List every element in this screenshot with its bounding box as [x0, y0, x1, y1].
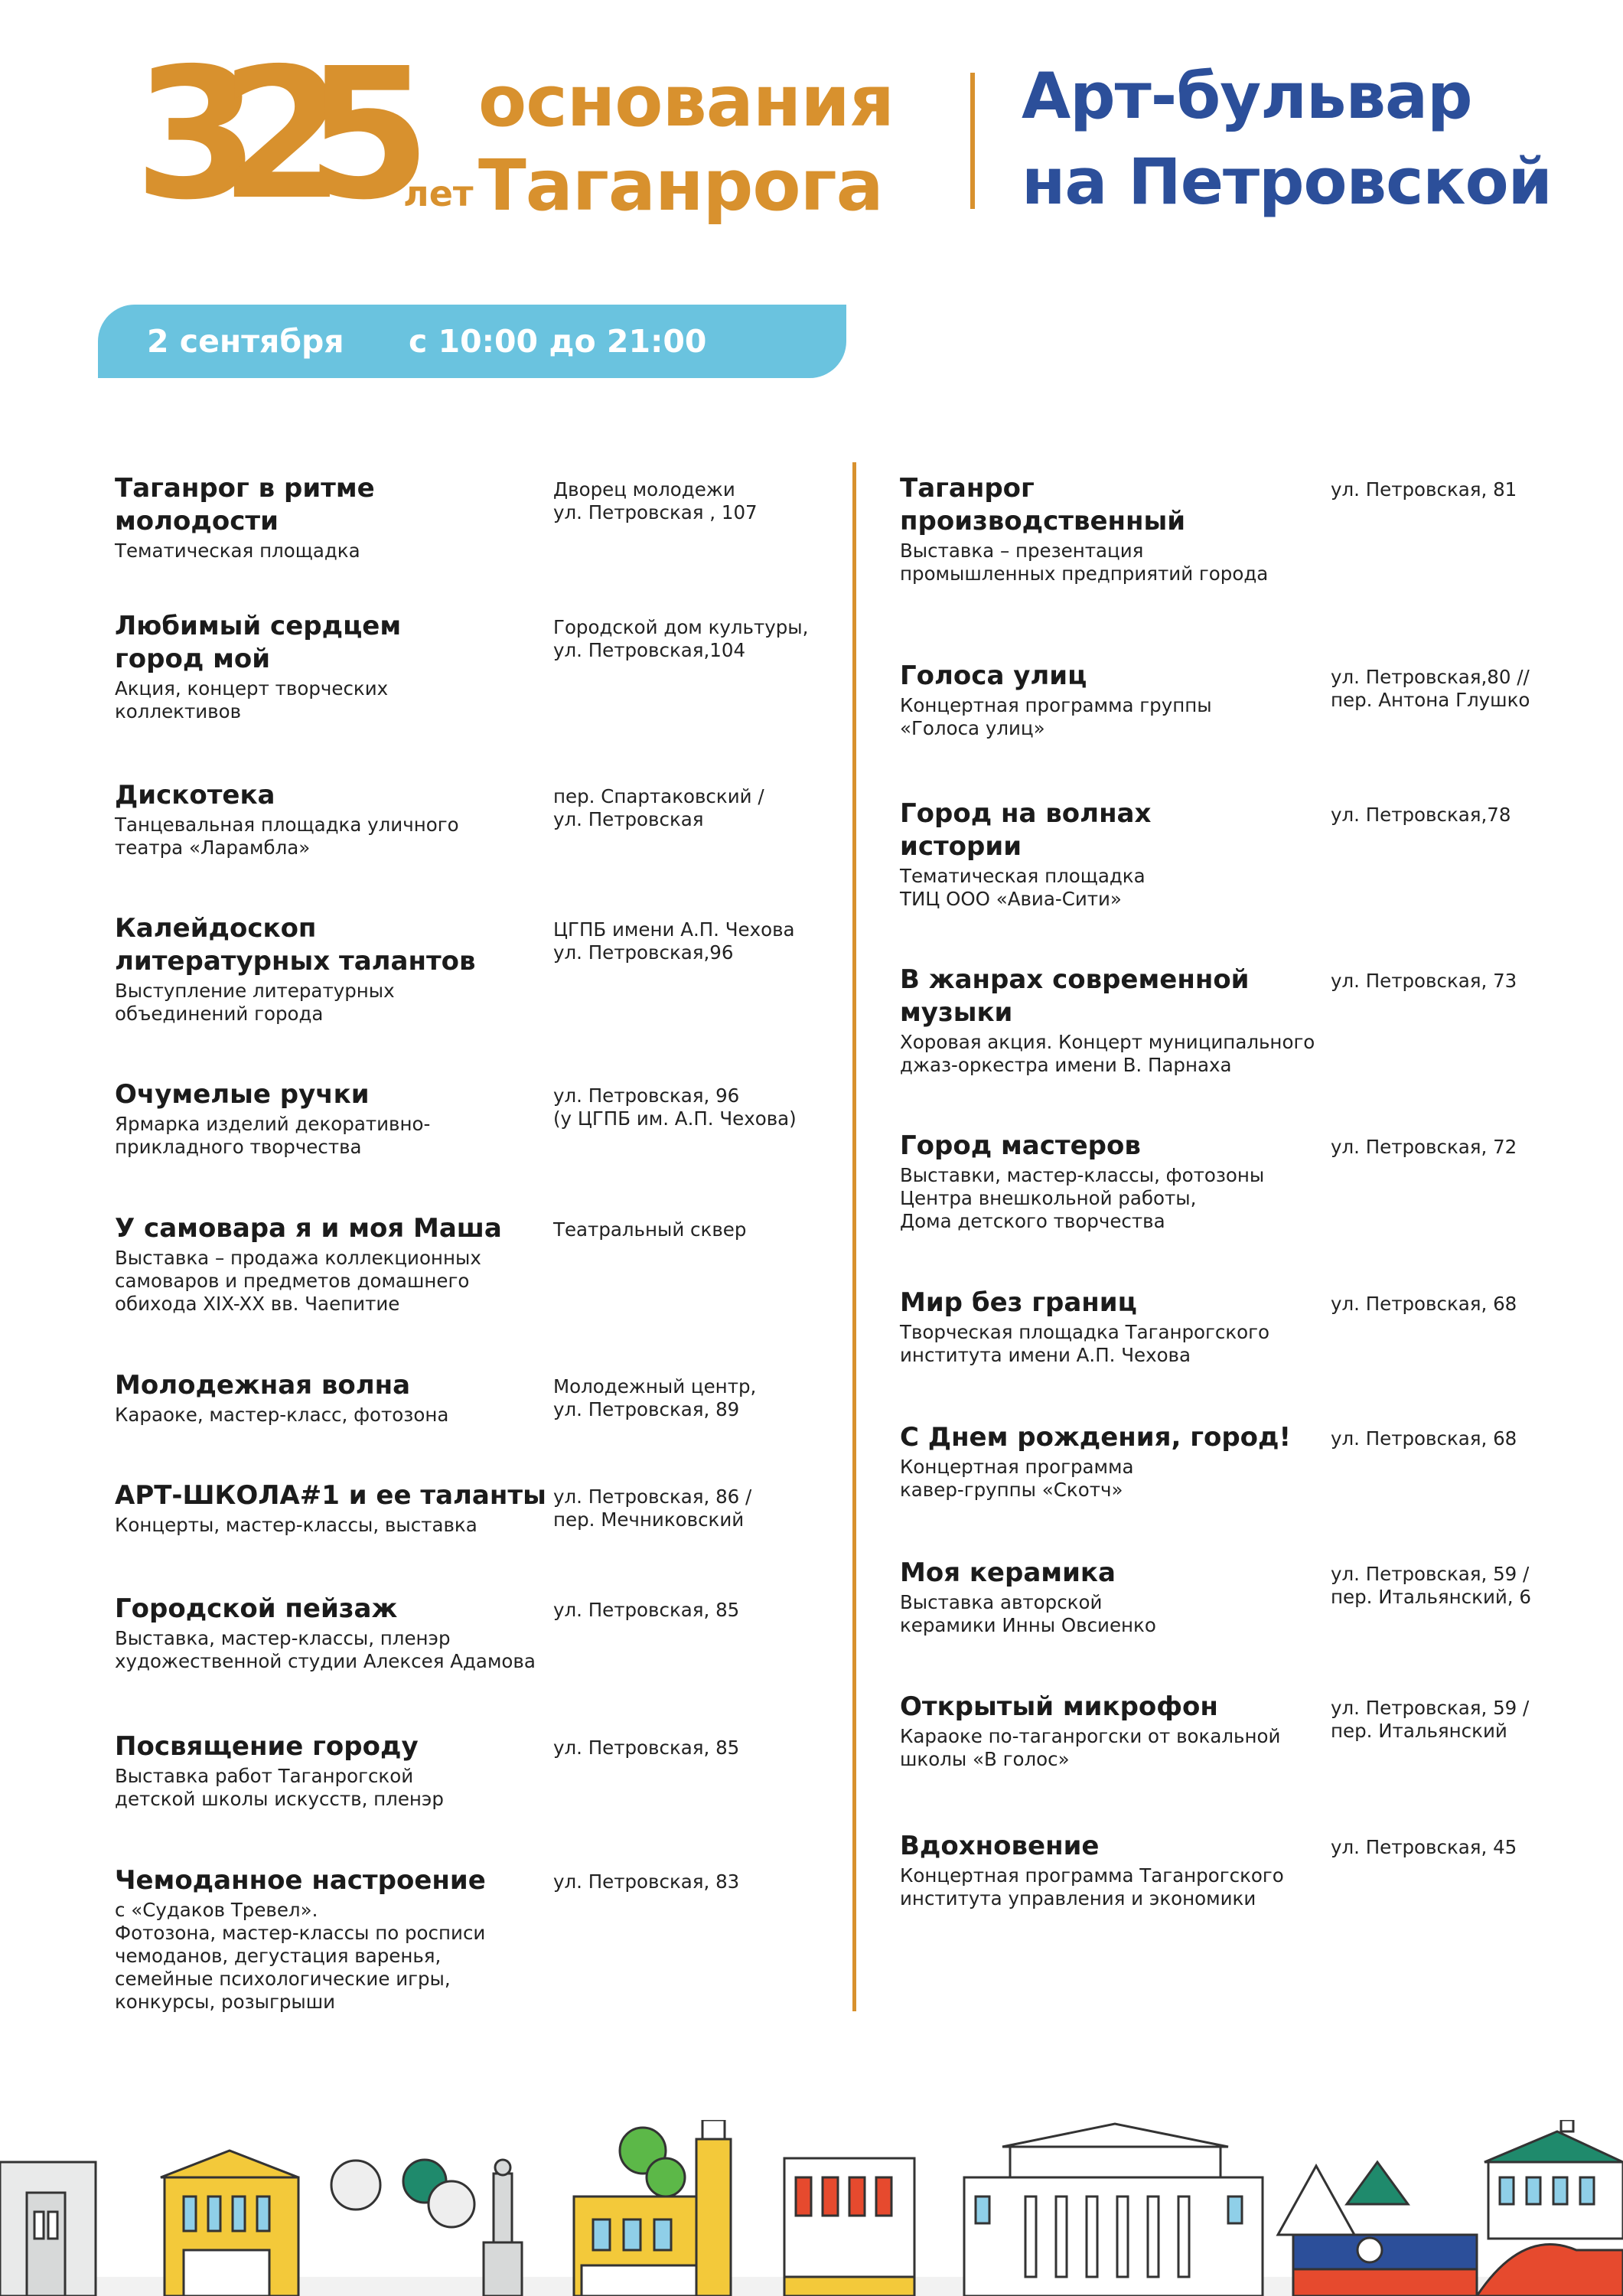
event-title: [115, 1479, 546, 1512]
event-title-line: Голоса улиц: [900, 660, 1087, 691]
event-description-line: Центра внешкольной работы,: [900, 1187, 1197, 1209]
event-title: [115, 1212, 502, 1245]
event-description-line: семейные психологические игры,: [115, 1968, 451, 1990]
event-location-line: ул. Петровская,104: [553, 639, 746, 661]
years-word: лет: [403, 173, 474, 214]
event-location-line: (у ЦГПБ им. А.П. Чехова): [553, 1107, 797, 1130]
event-title-line: Любимый сердцем: [115, 611, 402, 641]
event-location-line: пер. Мечниковский: [553, 1508, 745, 1531]
event-title-line: Город мастеров: [900, 1130, 1141, 1161]
event-location: [553, 1870, 739, 1893]
event-description-line: обихода XIX-XX вв. Чаепитие: [115, 1293, 400, 1315]
event-item: [900, 1287, 1517, 1367]
event-description-line: Концертная программа группы: [900, 694, 1212, 716]
anniversary-title-line: Таганрога: [478, 145, 883, 227]
event-location: [553, 1084, 797, 1130]
event-title-line: С Днем рождения, город!: [900, 1422, 1291, 1453]
event-description: [115, 1627, 536, 1673]
event-title-line: Очумелые ручки: [115, 1079, 370, 1110]
building-icon: [1278, 2162, 1477, 2296]
event-title-line: Городской пейзаж: [115, 1593, 398, 1624]
event-description-line: художественной студии Алексея Адамова: [115, 1650, 536, 1672]
event-description: [115, 814, 459, 859]
event-description: [900, 1321, 1269, 1367]
event-item: [115, 1078, 797, 1159]
event-description-line: Караоке, мастер-класс, фотозона: [115, 1404, 449, 1426]
event-description: [115, 540, 375, 563]
event-title-line: В жанрах современной: [900, 964, 1250, 995]
event-description-line: промышленных предприятий города: [900, 563, 1269, 585]
event-location-line: ул. Петровская, 83: [553, 1870, 740, 1893]
event-title: [115, 1369, 448, 1402]
event-location-line: ул. Петровская, 86 /: [553, 1486, 752, 1508]
event-title: [900, 1830, 1284, 1863]
event-title: [900, 660, 1212, 693]
event-title-line: музыки: [900, 997, 1013, 1028]
column-divider: [852, 462, 856, 2011]
event-item: [115, 1593, 740, 1673]
event-title: [900, 472, 1268, 538]
event-title-line: Моя керамика: [900, 1557, 1116, 1588]
event-location-line: ул. Петровская: [553, 808, 704, 830]
event-item: [900, 964, 1517, 1077]
event-description-line: Хоровая акция. Концерт муниципального: [900, 1031, 1315, 1053]
event-title-line: Чемоданное настроение: [115, 1865, 486, 1896]
event-description: [900, 1725, 1280, 1771]
event-location: [1331, 666, 1530, 712]
event-title-line: АРТ-ШКОЛА#1 и ее таланты: [115, 1480, 546, 1511]
event-item: [115, 1212, 747, 1316]
city-skyline-illustration: [0, 2120, 1623, 2296]
event-item: [115, 912, 795, 1026]
event-title: [900, 1557, 1156, 1590]
event-location: [1331, 478, 1517, 501]
event-location-line: ул. Петровская, 45: [1331, 1836, 1517, 1858]
event-location: [1331, 970, 1517, 993]
event-description: [900, 865, 1151, 911]
event-location-line: Дворец молодежи: [553, 478, 735, 501]
event-title-line: молодости: [115, 506, 279, 536]
event-description-line: Выставки, мастер-классы, фотозоны: [900, 1164, 1265, 1186]
event-description: [115, 1899, 486, 2014]
event-description-line: Дома детского творчества: [900, 1210, 1165, 1232]
event-location-line: ул. Петровская, 59 /: [1331, 1697, 1530, 1719]
event-name-line: на Петровской: [1022, 145, 1552, 219]
event-description-line: коллективов: [115, 700, 242, 722]
event-description-line: Творческая площадка Таганрогского: [900, 1321, 1270, 1343]
building-icon: [1477, 2120, 1623, 2296]
building-icon: [964, 2124, 1263, 2296]
event-title-line: Молодежная волна: [115, 1370, 411, 1401]
event-title: [115, 610, 401, 676]
anniversary-title: [478, 60, 894, 228]
event-item: [115, 610, 809, 723]
event-location-line: пер. Итальянский, 6: [1331, 1586, 1531, 1608]
event-location-line: пер. Спартаковский /: [553, 785, 764, 807]
event-location-line: ул. Петровская,96: [553, 941, 734, 964]
event-item: [900, 472, 1517, 585]
event-location: [553, 785, 764, 831]
event-location: [553, 616, 808, 662]
event-location-line: ул. Петровская , 107: [553, 501, 758, 523]
event-title-line: Дискотека: [115, 780, 275, 810]
event-title-line: литературных талантов: [115, 946, 476, 977]
event-title-line: Таганрог в ритме: [115, 473, 375, 504]
event-title: [900, 1130, 1264, 1163]
event-title: [900, 797, 1151, 863]
event-description-line: Выставка, мастер-классы, пленэр: [115, 1627, 451, 1649]
event-description-line: Выставка авторской: [900, 1591, 1103, 1613]
event-name-line: Арт-бульвар: [1022, 59, 1472, 133]
event-location-line: ул. Петровская, 96: [553, 1084, 740, 1107]
event-description: [115, 1113, 430, 1159]
event-description-line: Ярмарка изделий декоративно-: [115, 1113, 431, 1135]
event-title: [115, 1078, 430, 1111]
event-location-line: ул. Петровская, 68: [1331, 1293, 1517, 1315]
event-description: [115, 1765, 444, 1811]
event-name: [1022, 54, 1552, 225]
event-description-line: джаз-оркестра имени В. Парнаха: [900, 1054, 1232, 1076]
event-title-line: Открытый микрофон: [900, 1691, 1218, 1722]
event-title-line: У самовара я и моя Маша: [115, 1213, 502, 1244]
event-item: [900, 797, 1511, 911]
event-description-line: Акция, концерт творческих: [115, 677, 389, 700]
event-location-line: ул. Петровская,78: [1331, 804, 1511, 826]
anniversary-number: 325: [134, 29, 392, 240]
event-item: [900, 1830, 1517, 1910]
building-icon: [784, 2158, 914, 2296]
event-time: с 10:00 до 21:00: [409, 323, 707, 360]
event-description: [900, 1031, 1315, 1077]
event-description-line: Тематическая площадка: [900, 865, 1146, 887]
event-title: [115, 1864, 486, 1897]
event-location: [553, 478, 758, 524]
event-description-line: Тематическая площадка: [115, 540, 360, 562]
event-title-line: Мир без границ: [900, 1287, 1137, 1318]
event-title-line: Вдохновение: [900, 1831, 1100, 1861]
event-item: [900, 1691, 1530, 1771]
event-description: [115, 980, 476, 1026]
event-location-line: пер. Антона Глушко: [1331, 689, 1530, 711]
event-description-line: кавер-группы «Скотч»: [900, 1479, 1123, 1501]
event-description: [900, 1591, 1156, 1637]
event-description: [900, 540, 1268, 585]
event-item: [115, 1864, 740, 2014]
event-item: [115, 779, 764, 859]
event-title: [900, 1421, 1291, 1454]
event-description-line: чемоданов, дегустация варенья,: [115, 1945, 442, 1967]
event-location-line: ул. Петровская, 89: [553, 1398, 740, 1420]
event-description-line: театра «Ларамбла»: [115, 837, 311, 859]
event-description-line: Фотозона, мастер-классы по росписи: [115, 1922, 486, 1944]
event-location: [553, 918, 795, 964]
event-description-line: керамики Инны Овсиенко: [900, 1614, 1156, 1636]
event-title: [115, 1730, 444, 1763]
event-description-line: детской школы искусств, пленэр: [115, 1788, 444, 1810]
event-description-line: Выставка работ Таганрогской: [115, 1765, 414, 1787]
event-location-line: Театральный сквер: [553, 1218, 747, 1241]
header-divider: [970, 73, 975, 209]
event-description-line: института имени А.П. Чехова: [900, 1344, 1191, 1366]
event-location-line: ул. Петровская, 73: [1331, 970, 1517, 992]
event-title: [115, 779, 459, 812]
event-location-line: ул. Петровская, 59 /: [1331, 1563, 1530, 1585]
event-description-line: Концертная программа Таганрогского: [900, 1864, 1284, 1887]
event-title: [115, 912, 476, 978]
event-location-line: ЦГПБ имени А.П. Чехова: [553, 918, 795, 941]
event-location: [553, 1218, 746, 1241]
event-location: [1331, 1293, 1517, 1316]
event-location-line: ул. Петровская,80 //: [1331, 666, 1530, 688]
anniversary-logo: [134, 29, 945, 240]
event-item: [115, 1479, 752, 1537]
event-item: [900, 1421, 1517, 1502]
event-title-line: город мой: [115, 644, 271, 674]
event-location-line: ул. Петровская, 72: [1331, 1136, 1517, 1158]
event-item: [115, 472, 758, 563]
event-location-line: ул. Петровская, 85: [553, 1737, 740, 1759]
event-location: [1331, 1563, 1531, 1609]
event-location: [1331, 1136, 1517, 1159]
date-banner: [98, 305, 846, 378]
event-description-line: «Голоса улиц»: [900, 717, 1045, 739]
building-icon: [161, 2151, 298, 2296]
event-title-line: Таганрог: [900, 473, 1035, 504]
event-location-line: ул. Петровская, 81: [1331, 478, 1517, 501]
event-description: [900, 1864, 1284, 1910]
event-description-line: Выставка – презентация: [900, 540, 1144, 562]
event-description-line: Концертная программа: [900, 1456, 1134, 1478]
event-description-line: Выступление литературных: [115, 980, 395, 1002]
event-description: [900, 1456, 1291, 1502]
event-location-line: пер. Итальянский: [1331, 1720, 1507, 1742]
event-description: [115, 677, 401, 723]
event-title-line: Посвящение городу: [115, 1731, 419, 1762]
monument-icon: [484, 2160, 522, 2296]
event-description-line: с «Судаков Тревел».: [115, 1899, 318, 1921]
event-description: [900, 1164, 1264, 1233]
event-location-line: Молодежный центр,: [553, 1375, 757, 1397]
event-date: 2 сентября: [147, 323, 344, 360]
event-title-line: Калейдоскоп: [115, 913, 317, 944]
event-description-line: Танцевальная площадка уличного: [115, 814, 459, 836]
anniversary-title-line: основания: [478, 60, 894, 142]
event-description-line: конкурсы, розыгрыши: [115, 1991, 336, 2013]
event-description-line: самоваров и предметов домашнего: [115, 1270, 470, 1292]
event-title-line: Город на волнах: [900, 798, 1152, 829]
event-location: [553, 1737, 739, 1760]
event-location: [553, 1599, 739, 1622]
event-description: [115, 1247, 502, 1316]
event-item: [900, 1557, 1531, 1637]
event-location-line: Городской дом культуры,: [553, 616, 809, 638]
event-description-line: Караоке по-таганрогски от вокальной: [900, 1725, 1281, 1747]
event-item: [900, 1130, 1517, 1233]
event-location: [1331, 1836, 1517, 1859]
event-description: [115, 1404, 448, 1427]
event-title-line: истории: [900, 831, 1022, 862]
event-description-line: ТИЦ ООО «Авиа-Сити»: [900, 888, 1122, 910]
event-description-line: школы «В голос»: [900, 1748, 1070, 1770]
event-location: [1331, 1427, 1517, 1450]
event-title: [900, 964, 1315, 1029]
building-icon: [0, 2162, 96, 2296]
event-title: [115, 1593, 536, 1626]
event-location: [1331, 1697, 1529, 1743]
event-description-line: Выставка – продажа коллекционных: [115, 1247, 481, 1269]
event-title: [900, 1691, 1280, 1724]
event-item: [900, 660, 1530, 740]
event-description-line: прикладного творчества: [115, 1136, 362, 1158]
event-description-line: института управления и экономики: [900, 1887, 1256, 1910]
event-description: [115, 1514, 546, 1537]
event-title: [115, 472, 375, 538]
event-title: [900, 1287, 1269, 1319]
event-location: [553, 1486, 751, 1531]
event-location-line: ул. Петровская, 85: [553, 1599, 740, 1621]
event-description-line: Концерты, мастер-классы, выставка: [115, 1514, 477, 1536]
event-description: [900, 694, 1212, 740]
event-location-line: ул. Петровская, 68: [1331, 1427, 1517, 1450]
event-location: [553, 1375, 756, 1421]
event-item: [115, 1730, 740, 1811]
event-item: [115, 1369, 757, 1427]
event-title-line: производственный: [900, 506, 1186, 536]
event-location: [1331, 804, 1511, 827]
event-description-line: объединений города: [115, 1003, 324, 1025]
